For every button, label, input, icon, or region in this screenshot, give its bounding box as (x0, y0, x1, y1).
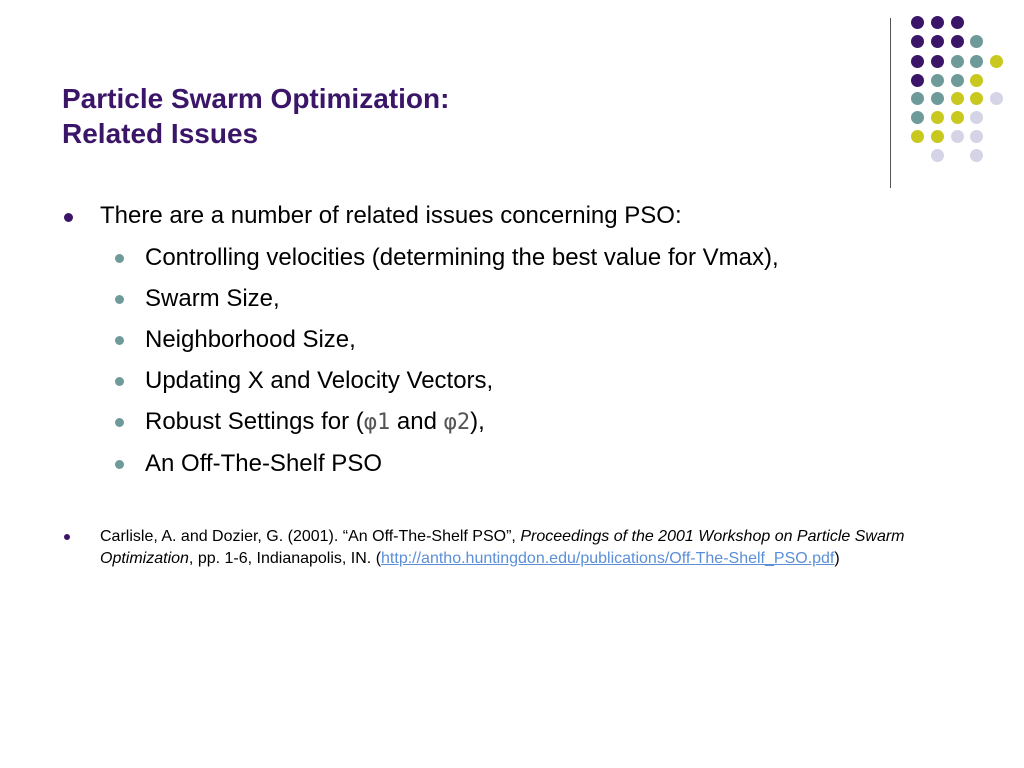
dot-decoration (931, 130, 944, 143)
title-line-2: Related Issues (62, 118, 259, 149)
title-line-1: Particle Swarm Optimization: (62, 83, 450, 114)
sub-bullet-list (100, 237, 962, 484)
dot-decoration (931, 74, 944, 87)
dot-decoration (931, 16, 944, 29)
dot-decoration (911, 16, 924, 29)
dot-decoration (911, 92, 924, 105)
dot-decoration (911, 35, 924, 48)
main-bullet-text: There are a number of related issues concerning PSO: (100, 202, 682, 229)
dot-decoration (970, 35, 983, 48)
dot-decoration (970, 55, 983, 68)
vertical-divider (890, 18, 891, 188)
dot-decoration (931, 92, 944, 105)
phi2-symbol: φ2 (443, 410, 471, 435)
dot-decoration (951, 92, 964, 105)
dot-decoration (970, 111, 983, 124)
reference-details: , pp. 1-6, Indianapolis, IN. ( (188, 550, 382, 567)
dot-decoration (911, 55, 924, 68)
phi1-symbol: φ1 (363, 410, 391, 435)
reference-venue: Proceedings of the 2001 Workshop on Particle Swarm Optimization (100, 528, 905, 567)
dot-decoration (951, 111, 964, 124)
dot-decoration (951, 130, 964, 143)
dot-decoration (990, 92, 1003, 105)
dot-decoration (931, 55, 944, 68)
dot-decoration (931, 111, 944, 124)
bullet-list (62, 199, 962, 484)
dot-decoration (970, 149, 983, 162)
dot-decoration (970, 92, 983, 105)
main-bullet (62, 199, 962, 484)
reference-close-paren: ) (834, 550, 840, 567)
sub-bullet-swarm-size: Swarm Size, (100, 278, 962, 319)
dot-decoration (951, 16, 964, 29)
and-text: and (390, 408, 444, 435)
dot-decoration (990, 55, 1003, 68)
slide-title (62, 81, 449, 151)
reference-authors: Carlisle, A. and Dozier, G. (2001). “An Off-The-Shelf PSO”, (100, 528, 521, 545)
dot-decoration (931, 35, 944, 48)
dot-decoration (970, 74, 983, 87)
dot-decoration (970, 130, 983, 143)
sub-bullet-updating-vectors: Updating X and Velocity Vectors, (100, 360, 962, 401)
dot-decoration (951, 55, 964, 68)
sub-bullet-velocities: Controlling velocities (determining the best value for Vmax), (100, 237, 962, 278)
robust-settings-suffix: ), (470, 408, 485, 435)
reference-link[interactable]: http://antho.huntingdon.edu/publications/Off-The-Shelf_PSO.pdf (381, 550, 835, 567)
dot-decoration (911, 111, 924, 124)
sub-bullet-neighborhood-size: Neighborhood Size, (100, 319, 962, 360)
dot-decoration (931, 149, 944, 162)
sub-bullet-robust-settings (100, 401, 962, 443)
dot-decoration (911, 130, 924, 143)
sub-bullet-off-the-shelf: An Off-The-Shelf PSO (100, 443, 962, 484)
dot-decoration (911, 74, 924, 87)
reference-citation (62, 526, 1000, 570)
dot-decoration (951, 35, 964, 48)
dot-decoration (951, 74, 964, 87)
robust-settings-prefix: Robust Settings for ( (145, 408, 364, 435)
